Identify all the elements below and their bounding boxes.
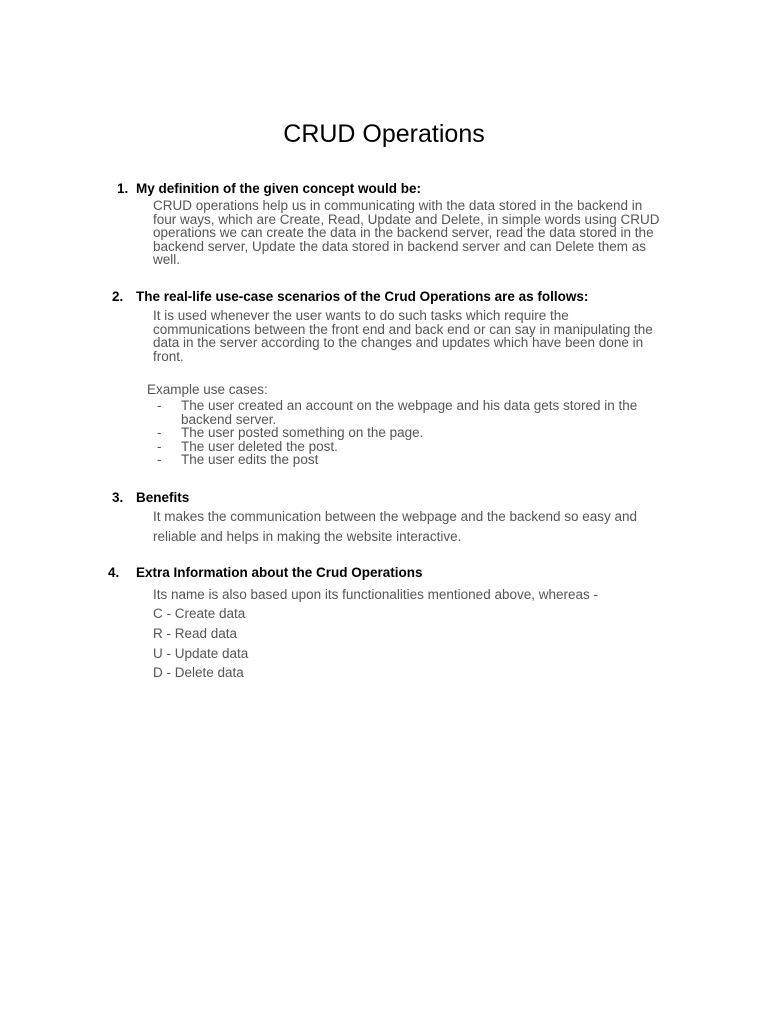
list-item xyxy=(157,426,657,440)
list-item xyxy=(157,453,657,467)
crud-letter-list xyxy=(153,604,248,683)
list-item: U - Update data xyxy=(153,645,249,661)
section-1-number: 1. xyxy=(117,181,129,196)
section-3-title: Benefits xyxy=(136,490,190,505)
example-use-case-text: The user edits the post xyxy=(181,452,319,467)
example-use-cases-label: Example use cases: xyxy=(147,382,268,397)
section-4-title: Extra Information about the Crud Operations xyxy=(136,565,423,580)
list-item xyxy=(157,399,657,426)
section-4-number: 4. xyxy=(108,565,120,580)
section-1-body: CRUD operations help us in communicating with the data stored in the backend in four ways, which are Create, Read, Update and Delete, in simple words using CRUD operations we can create the data in the backend server, read the data stored in the backend server, Update the data stored in backend server and can Delete them as well. xyxy=(153,198,660,267)
section-2-heading xyxy=(112,288,588,306)
section-3-heading xyxy=(112,489,189,507)
dash-bullet: - xyxy=(157,438,162,454)
example-use-case-list xyxy=(157,399,657,467)
section-1-heading xyxy=(117,180,421,198)
list-item: C - Create data xyxy=(153,606,246,621)
section-2-body: It is used whenever the user wants to do such tasks which require the communications between the front end and back end or can say in manipulating the data in the server according to the changes and updates which have been done in front. xyxy=(153,308,653,364)
section-3-body: It makes the communication between the webpage and the backend so easy and reliable and helps in making the website interactive. xyxy=(153,509,638,544)
section-2-title: The real-life use-case scenarios of the Crud Operations are as follows: xyxy=(136,289,589,304)
example-use-case-text: The user posted something on the page. xyxy=(181,425,424,440)
dash-bullet: - xyxy=(157,452,162,467)
section-4-body: Its name is also based upon its functionalities mentioned above, whereas - xyxy=(153,587,599,602)
dash-bullet: - xyxy=(157,398,162,413)
section-4-heading xyxy=(108,564,423,582)
section-1-title: My definition of the given concept would be: xyxy=(136,181,421,196)
section-3-number: 3. xyxy=(112,490,124,505)
list-item: R - Read data xyxy=(153,625,238,641)
document-title: CRUD Operations xyxy=(283,120,485,148)
section-2-number: 2. xyxy=(112,289,124,304)
example-use-case-text: The user created an account on the webpage and his data gets stored in the backend server. xyxy=(181,398,638,427)
list-item: D - Delete data xyxy=(153,665,244,681)
list-item xyxy=(157,440,657,454)
example-use-case-text: The user deleted the post. xyxy=(181,438,338,454)
dash-bullet: - xyxy=(157,425,162,440)
